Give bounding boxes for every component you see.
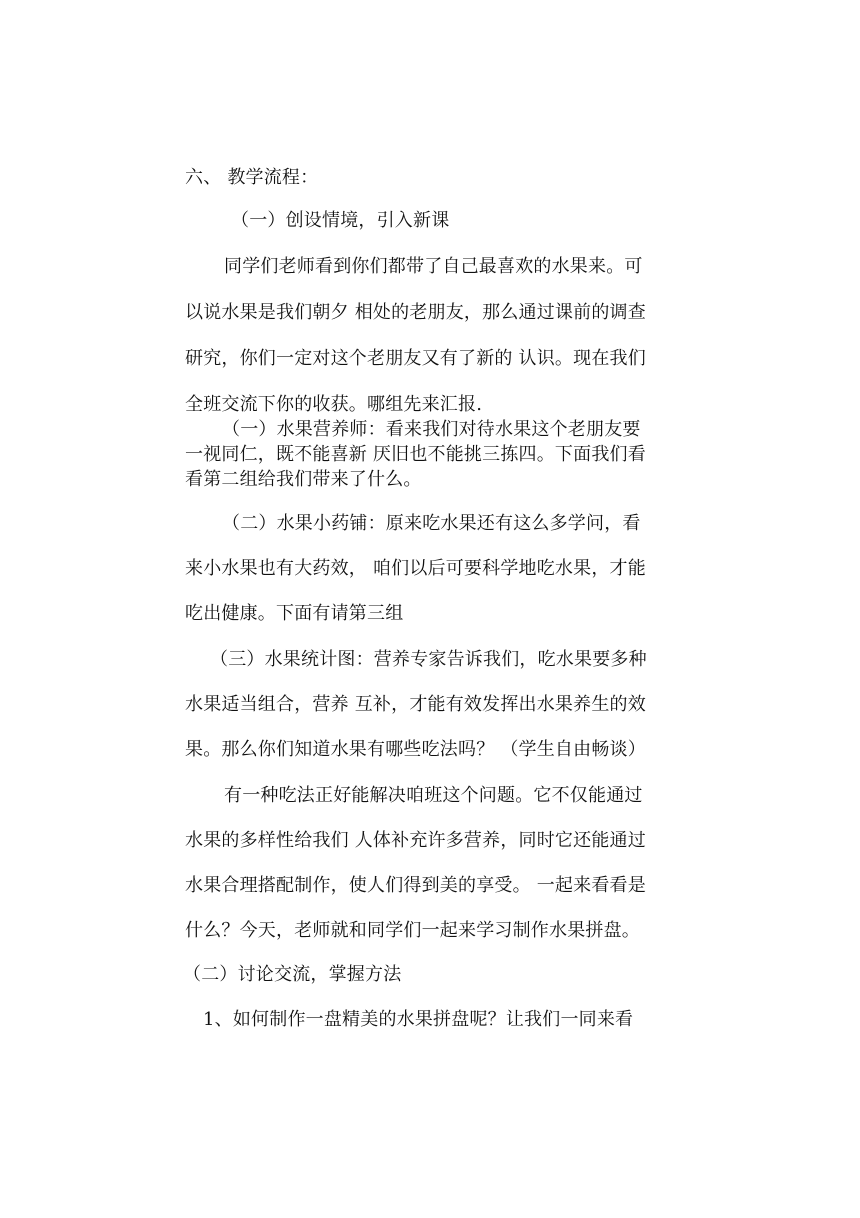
paragraph-line: 1、如何制作一盘精美的水果拼盘呢？让我们一同来看: [203, 1009, 634, 1030]
paragraph-line: 以说水果是我们朝夕 相处的老朋友，那么通过课前的调查: [185, 302, 646, 323]
paragraph-line: （一）水果营养师：看来我们对待水果这个老朋友要: [222, 419, 641, 440]
section-heading: 六、 教学流程：: [185, 167, 319, 188]
paragraph-line: 有一种吃法正好能解决咱班这个问题。它不仅能通过: [224, 785, 643, 806]
paragraph-line: 什么？今天，老师就和同学们一起来学习制作水果拼盘。: [185, 920, 640, 941]
paragraph-line: 看第二组给我们带来了什么。: [185, 469, 422, 490]
paragraph-line: 来小水果也有大药效， 咱们以后可要科学地吃水果，才能: [185, 558, 646, 579]
subsection-heading: （一）创设情境，引入新课: [231, 210, 450, 231]
paragraph-line: 水果适当组合，营养 互补，才能有效发挥出水果养生的效: [185, 694, 646, 715]
paragraph-line: 全班交流下你的收获。哪组先来汇报.: [185, 394, 483, 415]
paragraph-line: 同学们老师看到你们都带了自己最喜欢的水果来。可: [224, 256, 643, 277]
paragraph-line: （三）水果统计图：营养专家告诉我们，吃水果要多种: [210, 649, 647, 670]
paragraph-line: （二）水果小药铺：原来吃水果还有这么多学问，看: [222, 513, 641, 534]
subsection-heading: （二）讨论交流，掌握方法: [183, 964, 402, 985]
paragraph-line: 果。那么你们知道水果有哪些吃法吗？ （学生自由畅谈）: [185, 739, 646, 760]
paragraph-line: 水果的多样性给我们 人体补充许多营养，同时它还能通过: [185, 830, 646, 851]
paragraph-line: 吃出健康。下面有请第三组: [185, 603, 404, 624]
paragraph-line: 一视同仁，既不能喜新 厌旧也不能挑三拣四。下面我们看: [185, 444, 646, 465]
paragraph-line: 水果合理搭配制作，使人们得到美的享受。 一起来看看是: [185, 875, 646, 896]
paragraph-line: 研究，你们一定对这个老朋友又有了新的 认识。现在我们: [185, 348, 646, 369]
